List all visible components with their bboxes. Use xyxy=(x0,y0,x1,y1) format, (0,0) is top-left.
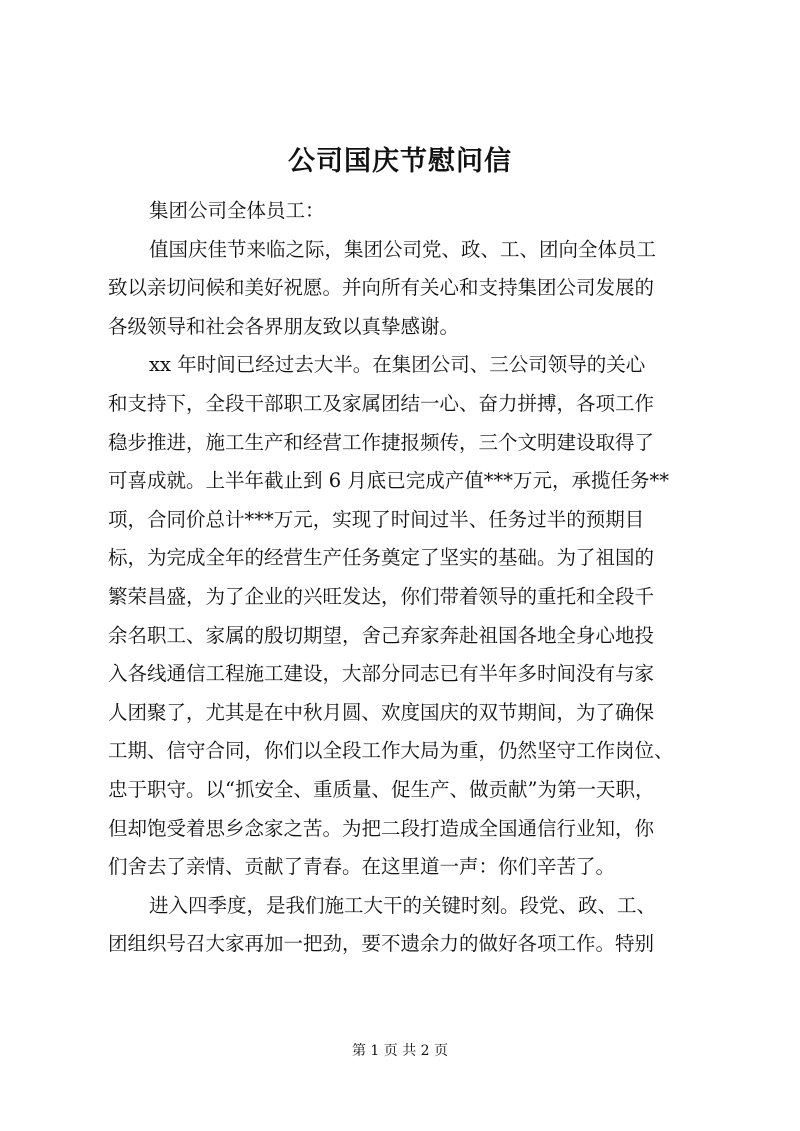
text-line: 繁荣昌盛，为了企业的兴旺发达，你们带着领导的重托和全段千 xyxy=(108,584,655,608)
text-line: 进入四季度，是我们施工大干的关键时刻。段党、政、工、 xyxy=(149,893,657,917)
text-line: 项，合同价总计***万元，实现了时间过半、任务过半的预期目 xyxy=(108,507,645,531)
text-line: 忠于职守。以“抓安全、重质量、促生产、做贡献”为第一天职， xyxy=(108,777,655,801)
text-line: 入各线通信工程施工建设，大部分同志已有半年多时间没有与家 xyxy=(108,662,655,686)
text-line: 但却饱受着思乡念家之苦。为把二段打造成全国通信行业知，你 xyxy=(108,816,655,840)
text-line: 标，为完成全年的经营生产任务奠定了坚实的基础。为了祖国的 xyxy=(108,546,655,570)
page-footer: 第 1 页 共 2 页 xyxy=(351,1043,449,1059)
text-line: 们舍去了亲情、贡献了青春。在这里道一声：你们辛苦了。 xyxy=(108,855,616,879)
text-line: 稳步推进，施工生产和经营工作捷报频传，三个文明建设取得了 xyxy=(108,430,655,454)
text-line: 可喜成就。上半年截止到 6 月底已完成产值***万元，承揽任务** xyxy=(108,469,670,493)
text-line: xx 年时间已经过去大半。在集团公司、三公司领导的关心 xyxy=(149,353,646,377)
text-line: 团组织号召大家再加一把劲，要不遗余力的做好各项工作。特别 xyxy=(108,932,655,956)
text-line: 工期、信守合同，你们以全段工作大局为重，仍然坚守工作岗位、 xyxy=(108,739,674,763)
text-line: 余名职工、家属的殷切期望，舍己弃家奔赴祖国各地全身心地投 xyxy=(108,623,655,647)
text-line: 集团公司全体员工： xyxy=(149,199,325,222)
text-line: 和支持下，全段干部职工及家属团结一心、奋力拼搏，各项工作 xyxy=(108,391,655,415)
document-title: 公司国庆节慰问信 xyxy=(288,146,512,177)
letter-body xyxy=(108,192,708,964)
text-line: 各级领导和社会各界朋友致以真挚感谢。 xyxy=(108,314,460,338)
text-line: 值国庆佳节来临之际，集团公司党、政、工、团向全体员工 xyxy=(149,237,657,261)
text-line: 人团聚了，尤其是在中秋月圆、欢度国庆的双节期间，为了确保 xyxy=(108,700,655,724)
text-line: 致以亲切问候和美好祝愿。并向所有关心和支持集团公司发展的 xyxy=(108,276,655,300)
